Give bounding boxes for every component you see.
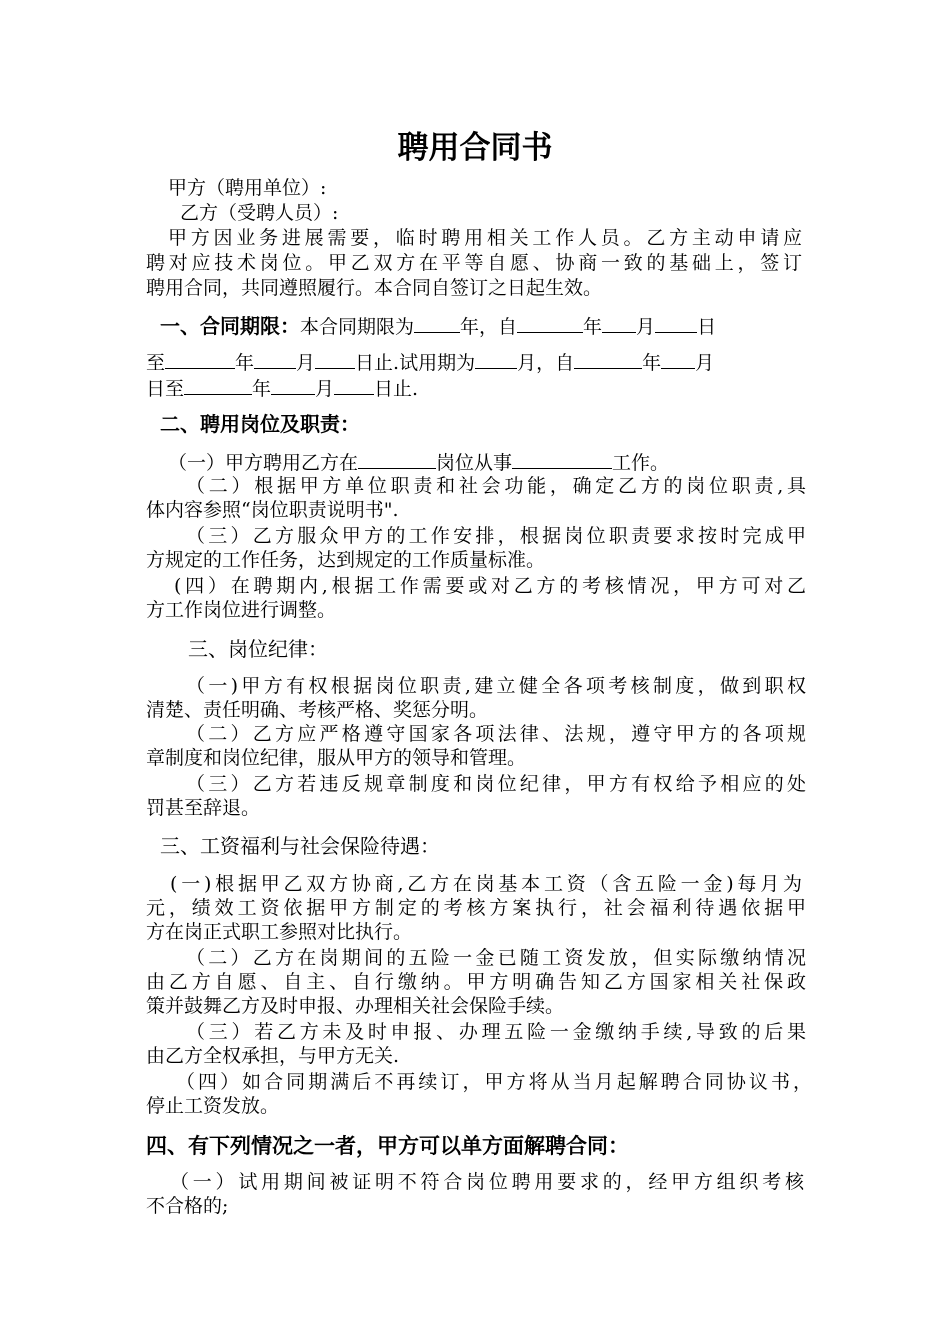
blank-field[interactable]	[315, 350, 355, 369]
blank-field[interactable]	[165, 350, 235, 369]
blank-field[interactable]	[271, 376, 315, 395]
position-line-6: (四）在聘期内,根据工作需要或对乙方的考核情况，甲方可对乙	[174, 575, 806, 597]
position-line-4: （三）乙方服众甲方的工作安排，根据岗位职责要求按时完成甲	[186, 525, 806, 547]
salary-line-1: (一)根据甲乙双方协商,乙方在岗基本工资（含五险一金)每月为	[170, 873, 802, 895]
blank-field[interactable]	[184, 376, 252, 395]
salary-line-6: 策并鼓舞乙方及时申报、办理相关社会保险手续。	[146, 995, 565, 1017]
section-heading-discipline: 三、岗位纪律：	[188, 637, 328, 661]
salary-line-2: 元，绩效工资依据甲方制定的考核方案执行，社会福利待遇依据甲	[146, 897, 806, 919]
termination-line-2: 不合格的;	[146, 1195, 229, 1217]
position-line-7: 方工作岗位进行调整。	[146, 599, 337, 621]
intro-line-2: 聘对应技术岗位。甲乙双方在平等自愿、协商一致的基础上，签订	[146, 252, 802, 274]
term-line-2: 至 年 月 日止.试用期为 月，自 年 月	[146, 352, 715, 374]
blank-field[interactable]	[358, 450, 436, 469]
intro-line-3: 聘用合同，共同遵照履行。本合同自签订之日起生效。	[146, 277, 603, 299]
blank-field[interactable]	[574, 350, 642, 369]
salary-line-5: 由乙方自愿、自主、自行缴纳。甲方明确告知乙方国家相关社保政	[146, 971, 806, 993]
position-line-1: （一）甲方聘用乙方在 岗位从事 工作。	[168, 452, 670, 474]
blank-field[interactable]	[475, 350, 517, 369]
salary-line-9: （四）如合同期满后不再续订，甲方将从当月起解聘合同协议书，	[176, 1071, 812, 1093]
blank-field[interactable]	[517, 314, 583, 333]
discipline-line-1: （一)甲方有权根据岗位职责,建立健全各项考核制度，做到职权	[186, 675, 806, 697]
blank-field[interactable]	[414, 314, 460, 333]
salary-line-10: 停止工资发放。	[146, 1095, 280, 1117]
discipline-line-5: （三）乙方若违反规章制度和岗位纪律，甲方有权给予相应的处	[186, 773, 806, 795]
party-a-line: 甲方（聘用单位）:	[168, 177, 327, 199]
position-line-3: 体内容参照“岗位职责说明书".	[146, 499, 399, 521]
blank-field[interactable]	[254, 350, 296, 369]
position-line-5: 方规定的工作任务，达到规定的工作质量标准。	[146, 549, 546, 571]
intro-line-1: 甲方因业务进展需要，临时聘用相关工作人员。乙方主动申请应	[168, 227, 802, 249]
position-line-2: （二）根据甲方单位职责和社会功能，确定乙方的岗位职责,具	[186, 475, 806, 497]
section-heading-termination: 四、有下列情况之一者，甲方可以单方面解聘合同：	[146, 1134, 629, 1158]
section-heading-term: 一、合同期限：	[160, 314, 300, 338]
termination-line-1: （一）试用期间被证明不符合岗位聘用要求的，经甲方组织考核	[170, 1171, 804, 1193]
section-heading-position: 二、聘用岗位及职责：	[160, 412, 360, 436]
salary-line-3: 方在岗正式职工参照对比执行。	[146, 921, 413, 943]
term-line-1: 一、合同期限：本合同期限为 年，自 年 月 日	[160, 314, 717, 338]
discipline-line-2: 清楚、责任明确、考核严格、奖惩分明。	[146, 699, 489, 721]
discipline-line-4: 章制度和岗位纪律，服从甲方的领导和管理。	[146, 747, 527, 769]
salary-line-4: （二）乙方在岗期间的五险一金已随工资发放，但实际缴纳情况	[186, 947, 806, 969]
document-title: 聘用合同书	[397, 130, 553, 166]
term-line-3: 日至 年 月 日止.	[146, 378, 419, 400]
discipline-line-3: （二）乙方应严格遵守国家各项法律、法规，遵守甲方的各项规	[186, 723, 806, 745]
blank-field[interactable]	[602, 314, 636, 333]
section-heading-salary: 三、工资福利与社会保险待遇：	[160, 834, 440, 858]
party-b-line: 乙方（受聘人员）:	[180, 202, 339, 224]
blank-field[interactable]	[512, 450, 612, 469]
salary-line-7: （三）若乙方未及时申报、办理五险一金缴纳手续,导致的后果	[186, 1021, 806, 1043]
salary-line-8: 由乙方全权承担，与甲方无关.	[146, 1045, 400, 1067]
blank-field[interactable]	[655, 314, 697, 333]
blank-field[interactable]	[334, 376, 374, 395]
discipline-line-6: 罚甚至辞退。	[146, 797, 261, 819]
blank-field[interactable]	[661, 350, 695, 369]
